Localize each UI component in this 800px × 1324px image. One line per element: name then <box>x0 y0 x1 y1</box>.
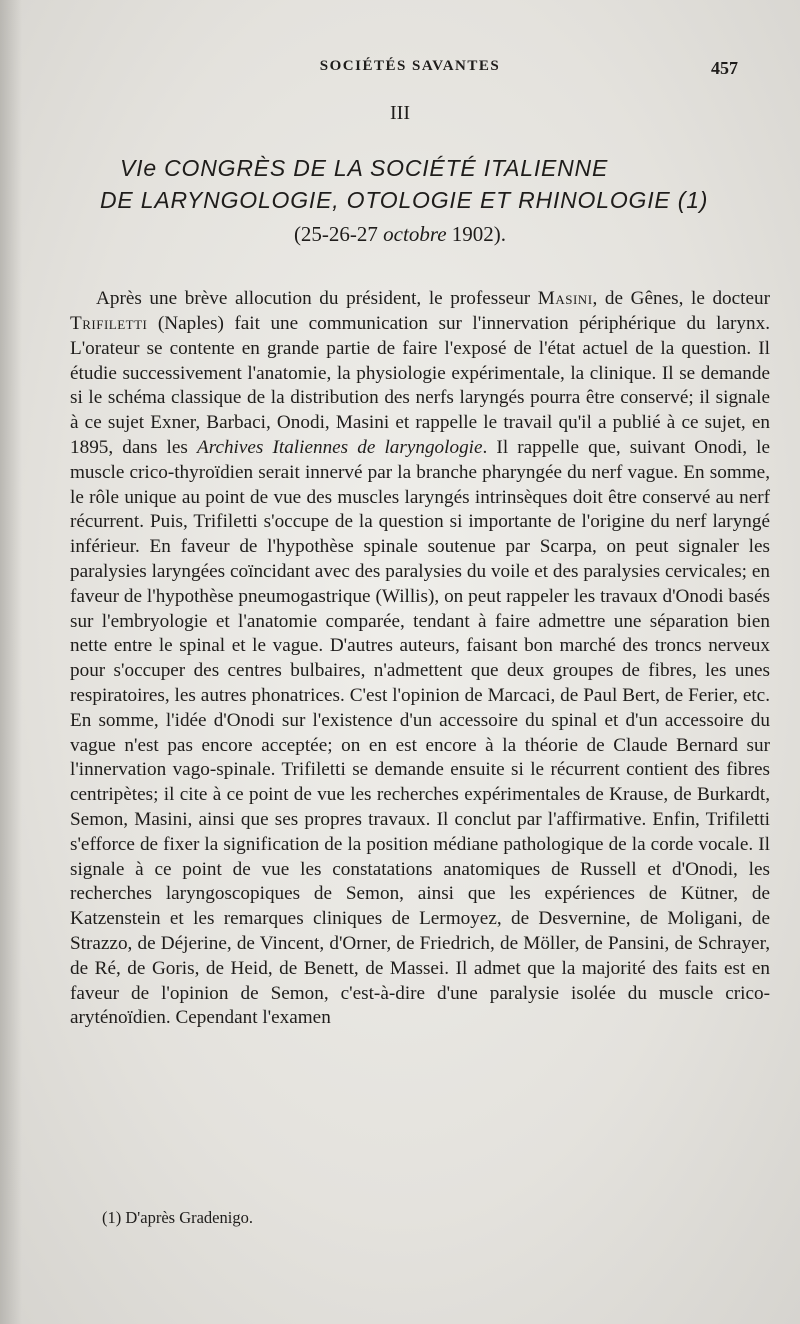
section-number: III <box>390 102 410 124</box>
congress-dates <box>0 222 800 247</box>
page-number: 457 <box>711 58 738 78</box>
article-heading <box>100 152 750 216</box>
dates-year: 1902). <box>446 222 507 246</box>
journal-title: Archives Italiennes de laryngologie <box>196 436 483 458</box>
dates-month: octobre <box>383 222 447 246</box>
author-trifiletti: Trifiletti <box>70 312 148 334</box>
running-head <box>0 58 800 82</box>
body-text-1: Après une brève allocution du président, le professeur <box>96 288 538 310</box>
heading-line-2: DE LARYNGOLOGIE, OTOLOGIE ET RHINOLOGIE (1) <box>100 187 709 213</box>
dates-days: (25-26-27 <box>293 222 384 246</box>
body-paragraph <box>70 287 770 1031</box>
body-text-3: (Naples) fait une communication sur l'innervation périphérique du larynx. L'orateur se contente en grande partie de faire l'exposé de l'état actuel de la question. Il étudie successivement l'anatomie, la physiologie expérimentale, la clinique. Il se demande si le schéma classique de la distribution des nerfs laryngés pourra être conservé; il signale à ce sujet Exner, Barbaci, Onodi, Masini et rappelle le travail qu'il a publié à ce sujet, en 1895, dans les <box>70 312 770 458</box>
running-title: SOCIÉTÉS SAVANTES <box>319 58 501 74</box>
body-text-4: . Il rappelle que, suivant Onodi, le muscle crico-thyroïdien serait innervé par la branche pharyngée du nerf vague. En somme, le rôle unique au point de vue des muscles laryngés intrinsèques doit être conservé au nerf récurrent. Puis, Trifiletti s'occupe de la question si importante de l'origine du nerf laryngé inférieur. En faveur de l'hypothèse spinale soutenue par Scarpa, on peut signaler les paralysies laryngées coïncidant avec des paralysies du voile et des paralysies cervicales; en faveur de l'hypothèse pneumogastrique (Willis), on peut rappeler les travaux d'Onodi basés sur l'embryologie et l'anatomie comparée, tendant à faire admettre une séparation bien nette entre le spinal et le vague. D'autres auteurs, faisant bon marché des troncs nerveux pour s'occuper des centres bulbaires, n'admettent que deux groupes de fibres, les unes respiratoires, les autres phonatrices. C'est l'opinion de Marcaci, de Paul Bert, de Ferier, etc. En somme, l'idée d'Onodi sur l'existence d'un accessoire du spinal et d'un accessoire du vague n'est pas encore acceptée; on en est encore à la théorie de Claude Bernard sur l'innervation vago-spinale. Trifiletti se demande ensuite si le récurrent contient des fibres centripètes; il cite à ce point de vue les recherches expérimentales de Krause, de Burkardt, Semon, Masini, ainsi que ses propres travaux. Il conclut par l'affirmative. Enfin, Trifiletti s'efforce de fixer la signification de la position médiane pathologique de la corde vocale. Il signale à ce point de vue les constatations anatomiques de Russell et d'Onodi, les recherches laryngoscopiques de Semon, ainsi que les expériences de Kütner, de Katzenstein et les remarques cliniques de Lermoyez, de Desvernine, de Moligani, de Strazzo, de Déjerine, de Vincent, d'Orner, de Friedrich, de Möller, de Pansini, de Schrayer, de Ré, de Goris, de Heid, de Benett, de Massei. Il admet que la majorité des faits est en faveur de l'opinion de Semon, c'est-à-dire d'une paralysie isolée du muscle crico-aryténoïdien. Cependant l'examen <box>70 436 770 1029</box>
author-masini: Masini <box>537 288 593 310</box>
body-text-2: , de Gênes, le docteur <box>592 288 770 310</box>
footnote: (1) D'après Gradenigo. <box>102 1208 253 1227</box>
heading-line-1: VIe CONGRÈS DE LA SOCIÉTÉ ITALIENNE <box>120 155 609 181</box>
binding-shadow <box>0 0 22 1324</box>
